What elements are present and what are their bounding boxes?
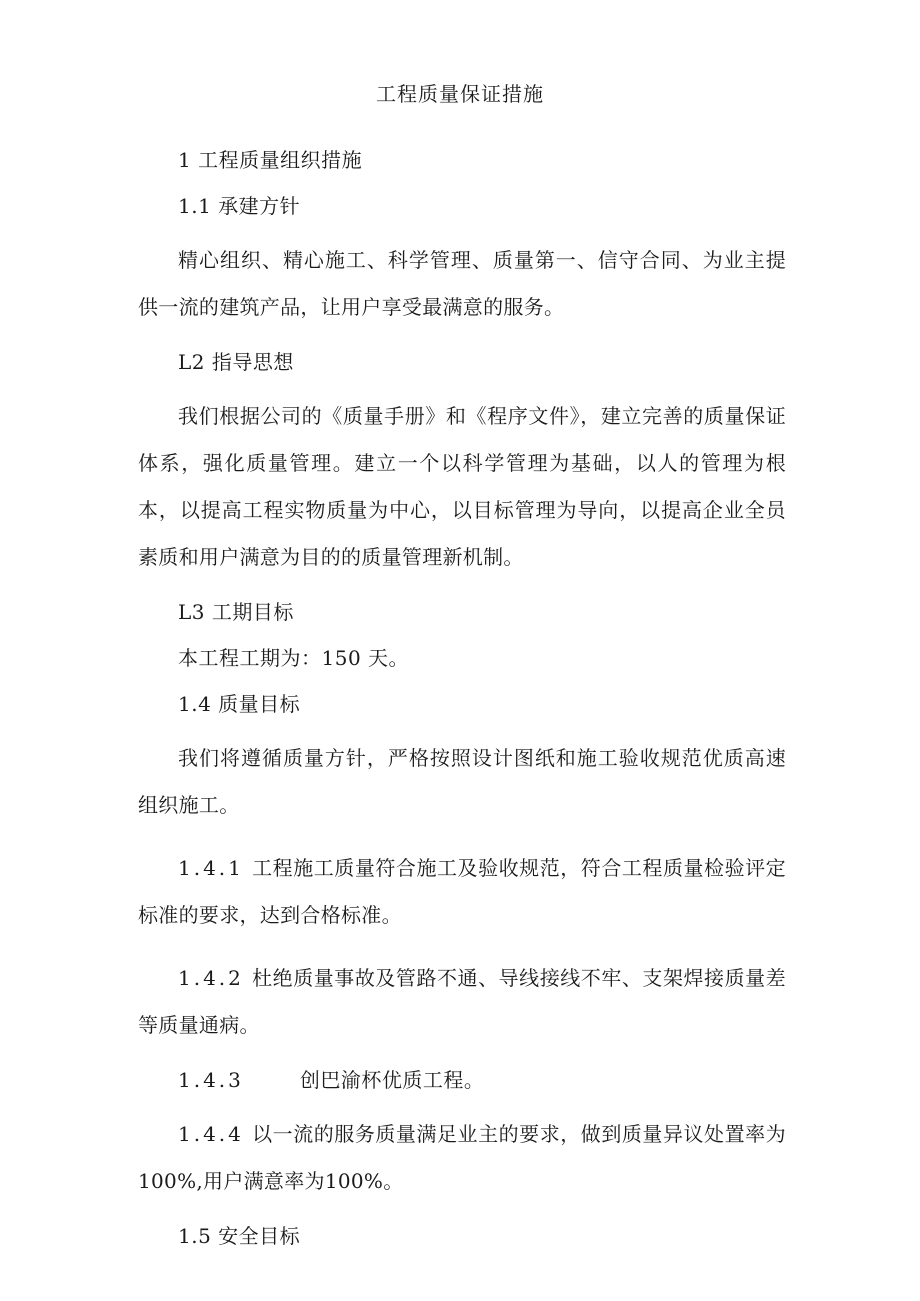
section-heading-1-4: 1.4 质量目标 [178, 692, 301, 716]
list-item-1-4-4 [138, 1111, 786, 1205]
list-item-1-4-1 [138, 845, 786, 939]
list-text: 以一流的服务质量满足业主的要求，做到质量异议处置率为100%,用户满意率为100%。 [138, 1122, 786, 1193]
section-heading-1-2: L2 指导思想 [178, 350, 294, 374]
section-heading-1-5: 1.5 安全目标 [178, 1224, 301, 1248]
list-item-1-4-2 [138, 955, 786, 1049]
list-item-1-4-3 [138, 1065, 786, 1095]
section-heading-1-3: L3 工期目标 [178, 600, 294, 624]
list-number: 1.4.2 [178, 966, 244, 990]
list-text: 工程施工质量符合施工及验收规范，符合工程质量检验评定标准的要求，达到合格标准。 [138, 856, 786, 927]
paragraph-1-4: 我们将遵循质量方针，严格按照设计图纸和施工验收规范优质高速组织施工。 [138, 746, 786, 817]
paragraph-1-2: 我们根据公司的《质量手册》和《程序文件》，建立完善的质量保证体系，强化质量管理。建立一个以科学管理为基础，以人的管理为根本，以提高工程实物质量为中心，以目标管理为导向，以提高企业全员素质和用户满意为目的的质量管理新机制。 [138, 404, 786, 569]
section-heading-1: 1 工程质量组织措施 [178, 148, 363, 172]
list-number: 1.4.3 [178, 1068, 244, 1092]
paragraph-1-3: 本工程工期为：150 天。 [178, 646, 410, 670]
list-text: 杜绝质量事故及管路不通、导线接线不牢、支架焊接质量差等质量通病。 [138, 966, 786, 1037]
paragraph-1-1: 精心组织、精心施工、科学管理、质量第一、信守合同、为业主提供一流的建筑产品，让用户享受最满意的服务。 [138, 248, 786, 319]
list-number: 1.4.4 [178, 1122, 244, 1146]
section-heading-1-1: 1.1 承建方针 [178, 194, 301, 218]
list-number: 1.4.1 [178, 856, 244, 880]
document-body [138, 145, 786, 1267]
document-title: 工程质量保证措施 [376, 82, 544, 106]
list-text: 创巴渝杯优质工程。 [299, 1068, 485, 1092]
